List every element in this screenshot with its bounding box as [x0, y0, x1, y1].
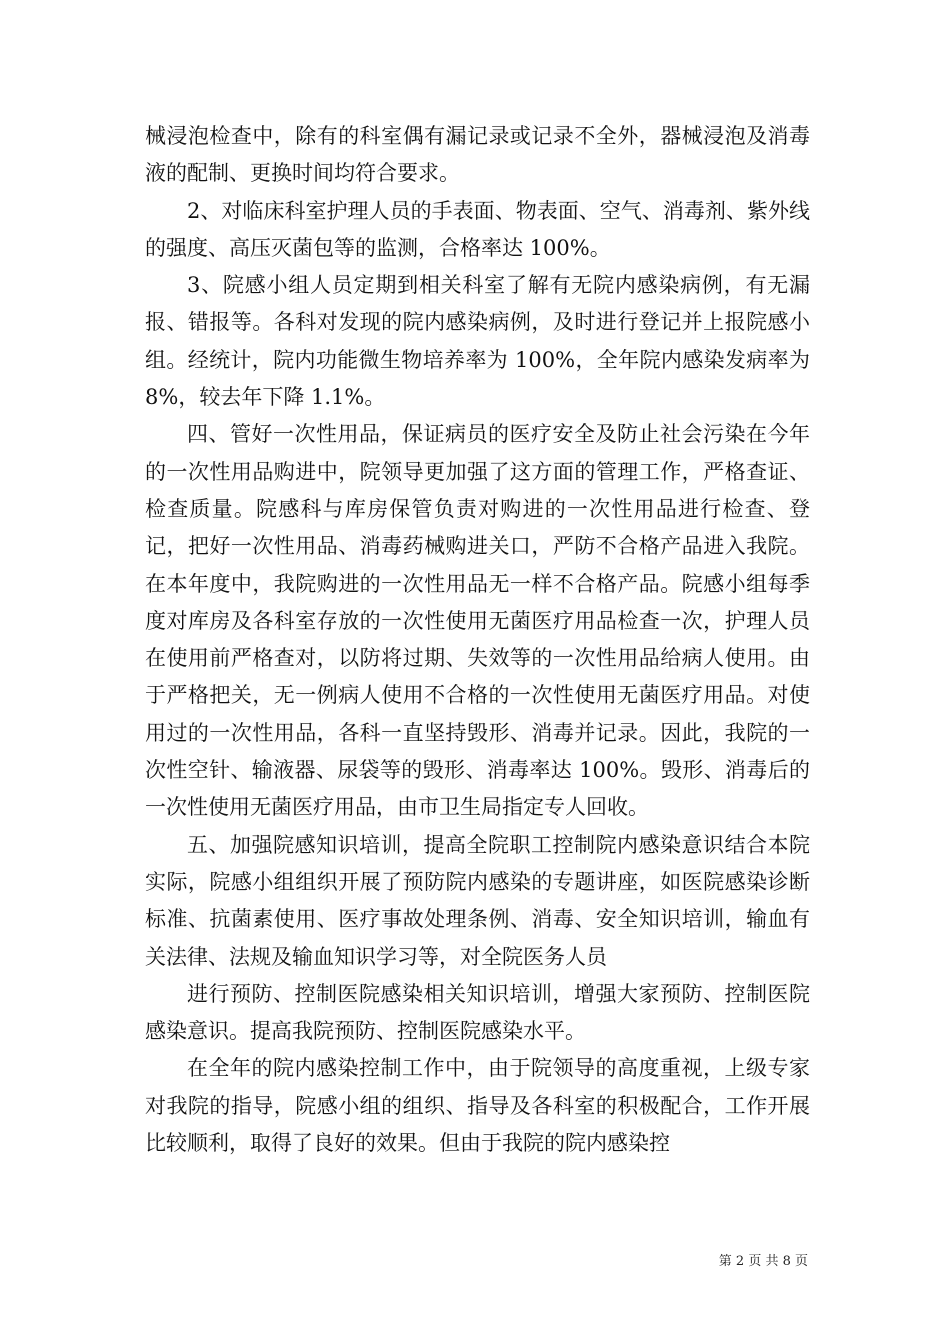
paragraph-item-3: 3、院感小组人员定期到相关科室了解有无院内感染病例，有无漏报、错报等。各科对发现的院内感染病例，及时进行登记并上报院感小组。经统计，院内功能微生物培养率为 100%，全年院内感染发病率为 8%，较去年下降 1.1%。: [145, 273, 810, 410]
paragraph-continued: 械浸泡检查中，除有的科室偶有漏记录或记录不全外，器械浸泡及消毒液的配制、更换时间均符合要求。: [145, 124, 810, 186]
paragraph-section-4: 四、管好一次性用品，保证病员的医疗安全及防止社会污染在今年的一次性用品购进中，院领导更加强了这方面的管理工作，严格查证、检查质量。院感科与库房保管负责对购进的一次性用品进行检查、登记，把好一次性用品、消毒药械购进关口，严防不合格产品进入我院。在本年度中，我院购进的一次性用品无一样不合格产品。院感小组每季度对库房及各科室存放的一次性使用无菌医疗用品检查一次，护理人员在使用前严格查对，以防将过期、失效等的一次性用品给病人使用。由于严格把关，无一例病人使用不合格的一次性使用无菌医疗用品。对使用过的一次性用品，各科一直坚持毁形、消毒并记录。因此，我院的一次性空针、输液器、尿袋等的毁形、消毒率达 100%。毁形、消毒后的一次性使用无菌医疗用品，由市卫生局指定专人回收。: [145, 422, 810, 820]
paragraph-item-2: 2、对临床科室护理人员的手表面、物表面、空气、消毒剂、紫外线的强度、高压灭菌包等的监测，合格率达 100%。: [145, 198, 810, 260]
paragraph-training: 进行预防、控制医院感染相关知识培训，增强大家预防、控制医院感染意识。提高我院预防、控制医院感染水平。: [145, 981, 810, 1044]
paragraph-section-5: 五、加强院感知识培训，提高全院职工控制院内感染意识结合本院实际，院感小组组织开展了预防院内感染的专题讲座，如医院感染诊断标准、抗菌素使用、医疗事故处理条例、消毒、安全知识培训，输血有关法律、法规及输血知识学习等，对全院医务人员: [145, 832, 810, 969]
paragraph-summary: 在全年的院内感染控制工作中，由于院领导的高度重视，上级专家对我院的指导，院感小组的组织、指导及各科室的积极配合，工作开展比较顺利，取得了良好的效果。但由于我院的院内感染控: [145, 1056, 810, 1156]
document-body: [145, 118, 810, 1162]
page-number-footer: 第 2 页 共 8 页: [718, 1254, 808, 1269]
